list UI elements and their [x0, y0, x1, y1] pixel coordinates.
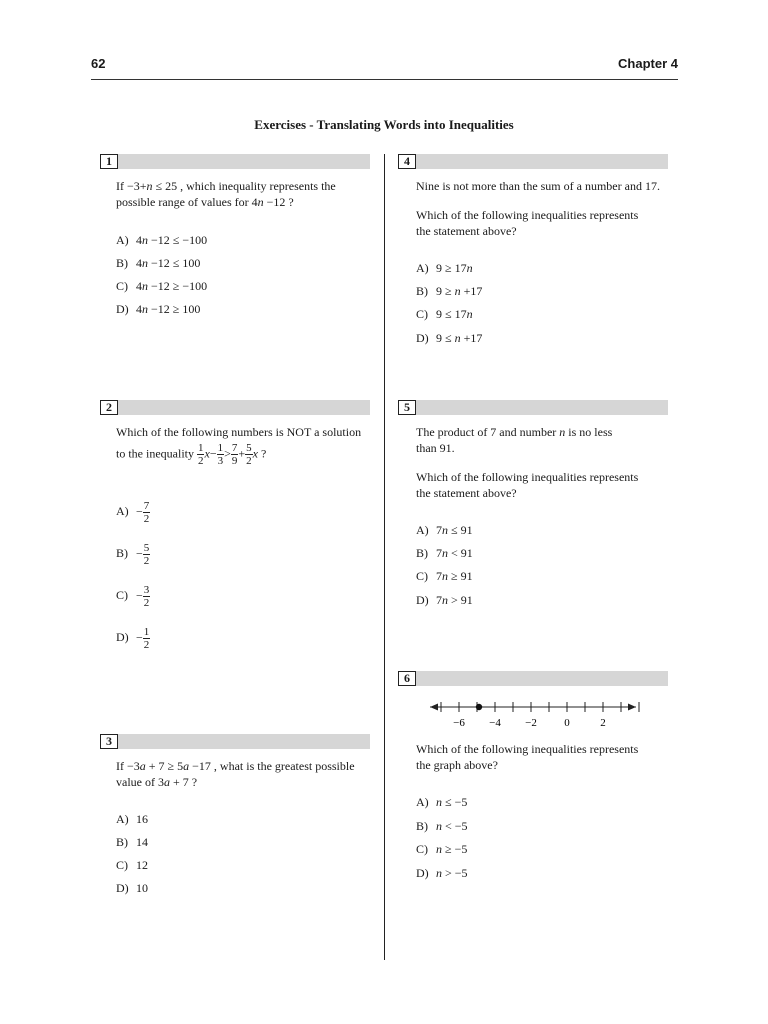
question-2 [100, 400, 370, 670]
option-label: D) [116, 881, 129, 895]
option-a[interactable] [416, 260, 473, 276]
option-text: ≤ −5 [442, 795, 468, 809]
question-bar [100, 400, 370, 415]
option-label: B) [116, 835, 128, 849]
option-text: −12 ≥ −100 [148, 279, 208, 293]
question-number: 1 [100, 154, 118, 169]
option-variable: n [436, 819, 442, 833]
operator: + [238, 446, 246, 461]
option-variable: n [466, 307, 473, 321]
option-label: B) [416, 546, 428, 560]
chapter-label: Chapter 4 [618, 56, 678, 71]
stem-line: Which of the following inequalities represents [416, 470, 639, 484]
fraction [143, 542, 151, 567]
stem-text: −17 , what is the greatest possible [189, 759, 355, 773]
option-text: 7 [436, 546, 442, 560]
stem-line: the graph above? [416, 758, 498, 772]
option-b[interactable] [116, 542, 150, 567]
option-text: −12 ≤ −100 [148, 233, 208, 247]
denominator: 2 [143, 597, 150, 609]
stem-text: If [116, 759, 127, 773]
question-6 [398, 671, 668, 891]
option-label: B) [416, 284, 428, 298]
question-stem [416, 741, 678, 773]
option-variable: n [442, 593, 448, 607]
tick-label: 2 [600, 717, 606, 729]
option-variable: n [442, 523, 448, 537]
option-c[interactable] [416, 306, 473, 322]
option-text: > 91 [448, 593, 473, 607]
option-d[interactable] [416, 330, 482, 346]
option-label: C) [416, 842, 428, 856]
option-variable: n [142, 302, 148, 316]
stem-variable: a [163, 775, 170, 789]
option-label: D) [116, 630, 129, 645]
arrow-left-icon [430, 704, 438, 711]
question-bar [398, 154, 668, 169]
option-c[interactable] [116, 584, 150, 609]
denominator: 2 [143, 639, 150, 651]
page-number: 62 [91, 56, 106, 71]
option-label: D) [416, 331, 429, 345]
option-d[interactable] [116, 626, 150, 651]
option-text: < −5 [442, 819, 468, 833]
option-variable: n [466, 261, 473, 275]
option-label: A) [416, 523, 429, 537]
option-a[interactable] [416, 794, 467, 810]
numerator: 7 [231, 442, 238, 454]
numerator: 5 [143, 542, 150, 554]
stem-text: ? [257, 446, 267, 461]
option-text: ≥ −5 [442, 842, 468, 856]
option-variable: n [454, 284, 461, 298]
option-label: A) [116, 504, 129, 519]
tick-label: −4 [489, 717, 501, 729]
stem-line: the statement above? [416, 486, 517, 500]
option-label: D) [416, 866, 429, 880]
page-title: Exercises - Translating Words into Inequalities [254, 117, 514, 132]
option-b[interactable] [416, 283, 482, 299]
stem-line: Nine is not more than the sum of a number and 17. [416, 179, 660, 193]
stem-text: is no less [565, 425, 613, 439]
option-variable: n [436, 795, 442, 809]
option-text: 7 [436, 569, 442, 583]
stem-line [416, 424, 678, 440]
stem-line [116, 178, 376, 194]
question-3 [100, 734, 370, 904]
stem-math: −3+ [127, 179, 147, 193]
option-text: −12 ≤ 100 [148, 256, 201, 270]
option-b[interactable] [416, 818, 468, 834]
question-number: 6 [398, 671, 416, 686]
option-text: +17 [460, 331, 483, 345]
option-text: 9 ≥ [436, 284, 455, 298]
numerator: 7 [143, 500, 150, 512]
question-5 [398, 400, 668, 620]
numerator: 5 [246, 442, 252, 454]
question-stem [416, 424, 678, 501]
numerator: 1 [217, 442, 224, 454]
option-sign: − [136, 588, 143, 603]
fraction [143, 584, 151, 609]
option-label: B) [116, 546, 128, 561]
option-text: 7 [436, 523, 442, 537]
question-stem [116, 758, 378, 790]
question-bar [398, 671, 668, 686]
question-bar [100, 734, 370, 749]
option-label: B) [416, 819, 428, 833]
option-text: ≥ 91 [448, 569, 473, 583]
stem-text: The product of 7 and number [416, 425, 560, 439]
option-a[interactable] [416, 522, 473, 538]
question-stem [416, 178, 678, 239]
stem-text: to the inequality [116, 446, 197, 461]
question-4 [398, 154, 668, 354]
stem-text: possible range of values for [116, 195, 252, 209]
numerator: 1 [143, 626, 150, 638]
option-label: B) [116, 256, 128, 270]
option-label: A) [416, 261, 429, 275]
fraction [143, 500, 151, 525]
option-d[interactable] [116, 301, 200, 317]
option-variable: n [142, 279, 148, 293]
stem-text: + 7 ? [169, 775, 198, 789]
option-d[interactable] [116, 880, 148, 896]
option-variable: n [442, 569, 448, 583]
question-number: 4 [398, 154, 416, 169]
option-text: 4 [136, 302, 142, 316]
fraction [217, 442, 225, 467]
option-variable: n [142, 256, 148, 270]
option-sign: − [136, 546, 143, 561]
operator: − [209, 446, 217, 461]
option-text: ≤ 91 [448, 523, 473, 537]
stem-line [116, 442, 378, 467]
option-d[interactable] [416, 865, 468, 881]
option-label: D) [416, 593, 429, 607]
option-text: 12 [136, 858, 148, 872]
fraction [245, 442, 253, 467]
question-number: 2 [100, 400, 118, 415]
stem-variable: a [183, 759, 190, 773]
question-number: 5 [398, 400, 416, 415]
stem-text: value of [116, 775, 158, 789]
variable: x [204, 446, 210, 461]
numerator: 1 [197, 442, 204, 454]
denominator: 2 [246, 455, 252, 467]
stem-text: If [116, 179, 127, 193]
stem-line [116, 194, 376, 210]
option-text: 4 [136, 256, 142, 270]
stem-variable: n [146, 179, 153, 193]
option-c[interactable] [416, 841, 467, 857]
option-label: C) [116, 588, 128, 603]
option-label: D) [116, 302, 129, 316]
stem-line: Which of the following inequalities represents [416, 742, 639, 756]
option-text: 10 [136, 881, 148, 895]
denominator: 2 [197, 455, 204, 467]
option-c[interactable] [116, 857, 148, 873]
option-text: 9 ≤ 17 [436, 307, 467, 321]
question-bar [100, 154, 370, 169]
stem-variable: n [559, 425, 566, 439]
denominator: 2 [143, 513, 150, 525]
option-label: A) [116, 233, 129, 247]
option-label: C) [416, 569, 428, 583]
option-d[interactable] [416, 592, 473, 608]
stem-line: than 91. [416, 441, 455, 455]
stem-line [116, 774, 378, 790]
tick-label: −2 [525, 717, 537, 729]
stem-text: −12 ? [263, 195, 294, 209]
stem-variable: n [257, 195, 264, 209]
option-text: > −5 [442, 866, 468, 880]
option-text: +17 [460, 284, 483, 298]
option-text: 9 ≤ [436, 331, 455, 345]
option-a[interactable] [116, 500, 150, 525]
option-b[interactable] [116, 834, 148, 850]
option-label: C) [416, 307, 428, 321]
option-text: −12 ≥ 100 [148, 302, 201, 316]
option-variable: n [142, 233, 148, 247]
option-text: 4 [136, 279, 142, 293]
option-b[interactable] [116, 255, 200, 271]
option-a[interactable] [116, 232, 207, 248]
question-stem [116, 424, 378, 467]
option-text: 9 ≥ 17 [436, 261, 467, 275]
denominator: 2 [143, 555, 150, 567]
stem-math: 3 [157, 775, 164, 789]
option-text: < 91 [448, 546, 473, 560]
option-label: A) [416, 795, 429, 809]
stem-variable: a [139, 759, 146, 773]
fraction [143, 626, 151, 651]
option-b[interactable] [416, 545, 473, 561]
option-variable: n [436, 842, 442, 856]
numerator: 3 [143, 584, 150, 596]
option-c[interactable] [116, 278, 207, 294]
option-c[interactable] [416, 568, 473, 584]
stem-line: Which of the following inequalities represents [416, 208, 639, 222]
question-number: 3 [100, 734, 118, 749]
tick-label: −6 [453, 717, 465, 729]
stem-line: the statement above? [416, 224, 517, 238]
option-variable: n [436, 866, 442, 880]
option-text: 7 [436, 593, 442, 607]
stem-text: ≤ 25 , which inequality represents the [152, 179, 336, 193]
question-1 [100, 154, 370, 324]
stem-line [116, 758, 378, 774]
option-text: 16 [136, 812, 148, 826]
option-label: A) [116, 812, 129, 826]
variable: x [252, 446, 258, 461]
denominator: 3 [217, 455, 224, 467]
option-variable: n [442, 546, 448, 560]
closed-point [476, 704, 482, 710]
stem-math: 4 [251, 195, 258, 209]
option-label: C) [116, 279, 128, 293]
option-sign: − [136, 630, 143, 645]
question-bar [398, 400, 668, 415]
option-text: 14 [136, 835, 148, 849]
stem-math: + 7 ≥ 5 [145, 759, 184, 773]
option-label: C) [116, 858, 128, 872]
stem-line: Which of the following numbers is NOT a solution [116, 425, 362, 439]
stem-math: −3 [127, 759, 140, 773]
option-variable: n [454, 331, 461, 345]
arrow-right-icon [628, 704, 636, 711]
header-rule [91, 79, 678, 80]
option-text: 4 [136, 233, 142, 247]
option-sign: − [136, 504, 143, 519]
operator: > [224, 446, 231, 461]
option-a[interactable] [116, 811, 148, 827]
denominator: 9 [231, 455, 238, 467]
question-stem [116, 178, 376, 210]
tick-label: 0 [564, 717, 570, 729]
column-divider [384, 154, 385, 960]
